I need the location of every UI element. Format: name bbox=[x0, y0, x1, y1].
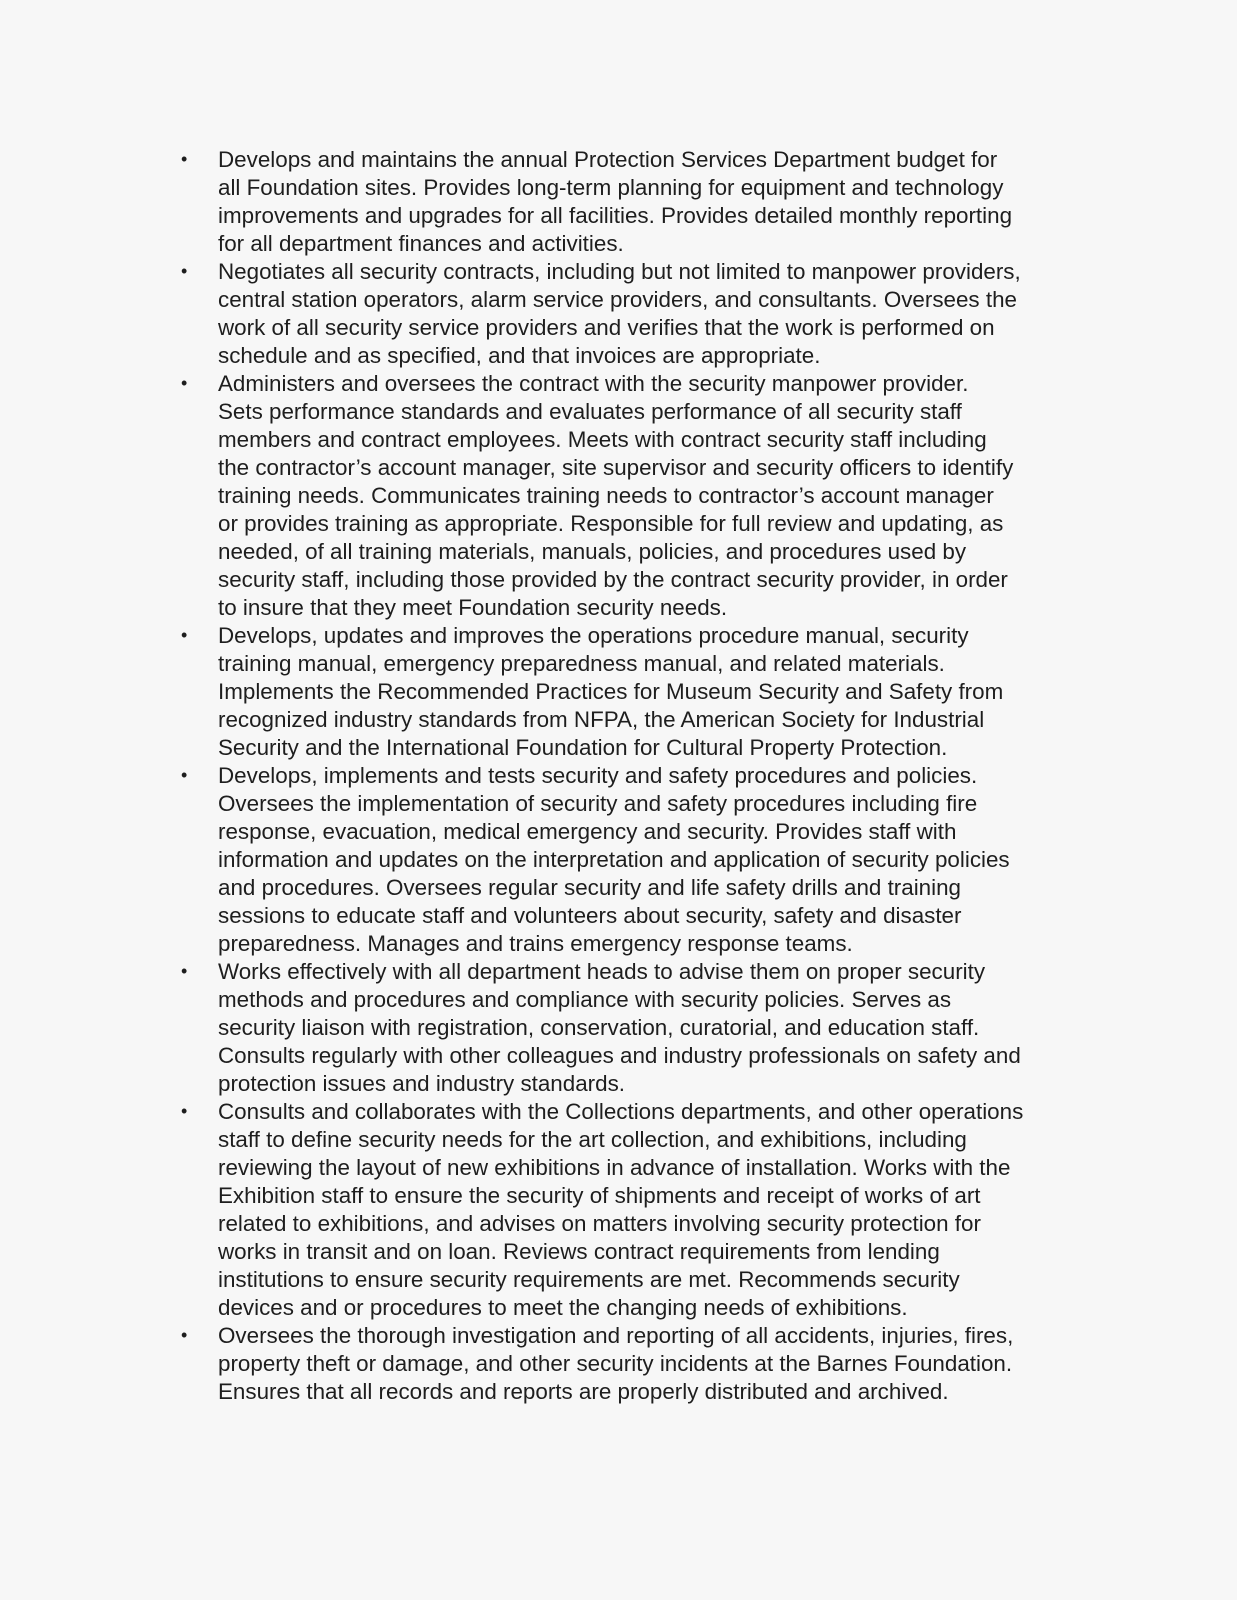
duty-text-line: central station operators, alarm service providers, and consultants. Oversees the bbox=[218, 287, 1017, 313]
duty-text-line: devices and or procedures to meet the changing needs of exhibitions. bbox=[218, 1294, 908, 1320]
duty-text-line: Consults and collaborates with the Collections departments, and other operations bbox=[218, 1099, 1024, 1125]
duty-text-line: works in transit and on loan. Reviews contract requirements from lending bbox=[218, 1238, 940, 1264]
duty-list-item bbox=[176, 958, 1096, 1098]
duty-text-line: Develops and maintains the annual Protection Services Department budget for bbox=[218, 147, 998, 172]
duty-text-line: schedule and as specified, and that invoices are appropriate. bbox=[218, 342, 821, 368]
duty-text-line: training needs. Communicates training needs to contractor’s account manager bbox=[218, 483, 994, 509]
duty-text-line: Negotiates all security contracts, including but not limited to manpower providers, bbox=[218, 259, 1021, 285]
duty-list-item bbox=[176, 1098, 1096, 1321]
bullet-icon: • bbox=[181, 765, 188, 786]
duty-text-line: Oversees the implementation of security and safety procedures including fire bbox=[218, 791, 978, 817]
bullet-icon: • bbox=[181, 961, 188, 982]
duty-list-item bbox=[176, 1322, 1096, 1406]
duty-text-line: needed, of all training materials, manuals, policies, and procedures used by bbox=[218, 538, 967, 564]
duty-text-line: staff to define security needs for the art collection, and exhibitions, including bbox=[218, 1127, 967, 1153]
duty-text-line: Security and the International Foundation for Cultural Property Protection. bbox=[218, 734, 948, 760]
duty-text-line: response, evacuation, medical emergency and security. Provides staff with bbox=[218, 819, 957, 845]
duty-list-item bbox=[176, 370, 1096, 621]
duty-text-line: Oversees the thorough investigation and reporting of all accidents, injuries, fires, bbox=[218, 1323, 1014, 1349]
duty-list-item bbox=[176, 762, 1096, 957]
duty-text-line: security staff, including those provided by the contract security provider, in order bbox=[218, 566, 1008, 592]
bullet-icon: • bbox=[181, 149, 188, 169]
duty-text-line: or provides training as appropriate. Responsible for full review and updating, as bbox=[218, 510, 1004, 536]
bullet-icon: • bbox=[181, 1101, 188, 1122]
duty-text-line: Works effectively with all department heads to advise them on proper security bbox=[218, 959, 986, 985]
bullet-icon: • bbox=[181, 373, 188, 394]
duty-text-line: to insure that they meet Foundation security needs. bbox=[218, 594, 728, 620]
duty-text-line: Implements the Recommended Practices for Museum Security and Safety from bbox=[218, 679, 1004, 704]
duty-text-line: Develops, implements and tests security and safety procedures and policies. bbox=[218, 763, 978, 789]
duty-text-line: Ensures that all records and reports are properly distributed and archived. bbox=[218, 1379, 949, 1405]
duty-text-line: reviewing the layout of new exhibitions in advance of installation. Works with the bbox=[218, 1155, 1011, 1181]
duty-text-line: property theft or damage, and other security incidents at the Barnes Foundation. bbox=[218, 1351, 1013, 1377]
bullet-icon: • bbox=[181, 261, 188, 282]
duty-text-line: preparedness. Manages and trains emergency response teams. bbox=[218, 930, 853, 956]
duty-text-line: improvements and upgrades for all facilities. Provides detailed monthly reporting bbox=[218, 202, 1013, 228]
duties-bullet-list bbox=[176, 146, 1096, 1407]
duty-text-line: recognized industry standards from NFPA, the American Society for Industrial bbox=[218, 706, 985, 732]
duty-text-line: Exhibition staff to ensure the security of shipments and receipt of works of art bbox=[218, 1183, 981, 1209]
duty-text-line: and procedures. Oversees regular security and life safety drills and training bbox=[218, 874, 962, 900]
bullet-icon: • bbox=[181, 625, 188, 646]
duty-text-line: all Foundation sites. Provides long-term planning for equipment and technology bbox=[218, 174, 1004, 200]
duty-text-line: security liaison with registration, conservation, curatorial, and education staff. bbox=[218, 1015, 980, 1041]
bullet-icon: • bbox=[181, 1325, 188, 1346]
duty-text-line: Sets performance standards and evaluates performance of all security staff bbox=[218, 399, 962, 425]
duty-list-item bbox=[176, 622, 1096, 762]
duty-text-line: Administers and oversees the contract with the security manpower provider. bbox=[218, 371, 969, 397]
duty-text-line: related to exhibitions, and advises on matters involving security protection for bbox=[218, 1211, 981, 1236]
duty-text-line: for all department finances and activities. bbox=[218, 230, 624, 256]
duty-text-line: institutions to ensure security requirements are met. Recommends security bbox=[218, 1266, 960, 1292]
duty-list-item bbox=[176, 146, 1096, 258]
duty-text-line: methods and procedures and compliance with security policies. Serves as bbox=[218, 987, 952, 1013]
duty-text-line: work of all security service providers and verifies that the work is performed on bbox=[218, 315, 995, 341]
duty-text-line: Consults regularly with other colleagues and industry professionals on safety and bbox=[218, 1042, 1021, 1068]
duty-text-line: Develops, updates and improves the operations procedure manual, security bbox=[218, 623, 969, 649]
duty-text-line: sessions to educate staff and volunteers about security, safety and disaster bbox=[218, 902, 962, 928]
duty-text-line: information and updates on the interpretation and application of security policies bbox=[218, 847, 1010, 873]
duty-text-line: training manual, emergency preparedness manual, and related materials. bbox=[218, 651, 945, 677]
duty-text-line: protection issues and industry standards. bbox=[218, 1070, 625, 1096]
duty-text-line: members and contract employees. Meets with contract security staff including bbox=[218, 427, 987, 453]
duty-text-line: the contractor’s account manager, site supervisor and security officers to identify bbox=[218, 455, 1014, 481]
duty-list-item bbox=[176, 258, 1096, 370]
